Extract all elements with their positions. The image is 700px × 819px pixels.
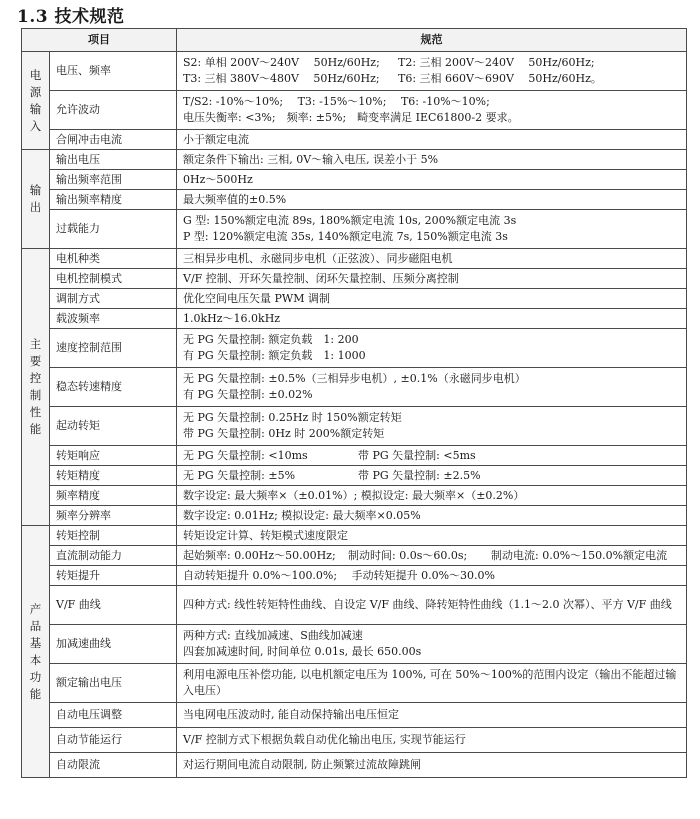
table-row	[22, 664, 687, 703]
table-row	[22, 446, 687, 466]
row-label: 起动转矩	[50, 407, 177, 446]
table-row	[22, 52, 687, 91]
row-spec: 无 PG 矢量控制: 额定负载 1: 200 有 PG 矢量控制: 额定负载 1: 1000	[177, 329, 687, 368]
row-spec: 无 PG 矢量控制: ±5% 带 PG 矢量控制: ±2.5%	[177, 466, 687, 486]
row-spec: 起始频率: 0.00Hz～50.00Hz; 制动时间: 0.0s～60.0s; 制动电流: 0.0%～150.0%额定电流	[177, 546, 687, 566]
table-row	[22, 625, 687, 664]
row-label: 输出电压	[50, 150, 177, 170]
row-spec: 转矩设定计算、转矩模式速度限定	[177, 526, 687, 546]
row-label: 转矩响应	[50, 446, 177, 466]
row-label: 输出频率精度	[50, 190, 177, 210]
table-row	[22, 506, 687, 526]
table-row	[22, 91, 687, 130]
row-spec: 额定条件下输出: 三相, 0V～输入电压, 误差小于 5%	[177, 150, 687, 170]
row-spec: 无 PG 矢量控制: <10ms 带 PG 矢量控制: <5ms	[177, 446, 687, 466]
row-spec: S2: 单相 200V～240V 50Hz/60Hz; T2: 三相 200V～240V 50Hz/60Hz; T3: 三相 380V～480V 50Hz/60Hz; T6: 三相 660V～690V 50Hz/60Hz。	[177, 52, 687, 91]
row-spec: G 型: 150%额定电流 89s, 180%额定电流 10s, 200%额定电流 3s P 型: 120%额定电流 35s, 140%额定电流 7s, 150%额定电流 3s	[177, 210, 687, 249]
row-label: 频率精度	[50, 486, 177, 506]
row-label: 速度控制范围	[50, 329, 177, 368]
row-spec: 优化空间电压矢量 PWM 调制	[177, 289, 687, 309]
table-row	[22, 329, 687, 368]
row-spec: 利用电源电压补偿功能, 以电机额定电压为 100%, 可在 50%～100%的范围内设定（输出不能超过输入电压）	[177, 664, 687, 703]
table-row	[22, 170, 687, 190]
table-row	[22, 586, 687, 625]
table-row	[22, 210, 687, 249]
spec-table	[21, 28, 687, 778]
row-spec: 数字设定: 0.01Hz; 模拟设定: 最大频率×0.05%	[177, 506, 687, 526]
category-control: 主要控制性能	[22, 249, 50, 526]
row-spec: 无 PG 矢量控制: 0.25Hz 时 150%额定转矩 带 PG 矢量控制: 0Hz 时 200%额定转矩	[177, 407, 687, 446]
table-row	[22, 486, 687, 506]
row-label: 加减速曲线	[50, 625, 177, 664]
category-power-input: 电源输入	[22, 52, 50, 150]
row-label: 电压、频率	[50, 52, 177, 91]
table-row	[22, 526, 687, 546]
row-label: 过载能力	[50, 210, 177, 249]
row-label: 稳态转速精度	[50, 368, 177, 407]
row-spec: 小于额定电流	[177, 130, 687, 150]
table-row	[22, 368, 687, 407]
row-label: 电机控制模式	[50, 269, 177, 289]
row-spec: 四种方式: 线性转矩特性曲线、自设定 V/F 曲线、降转矩特性曲线（1.1～2.0 次幂）、平方 V/F 曲线	[177, 586, 687, 625]
table-row	[22, 753, 687, 778]
row-label: 允许波动	[50, 91, 177, 130]
row-spec: 三相异步电机、永磁同步电机（正弦波）、同步磁阻电机	[177, 249, 687, 269]
section-heading: 1.3 技术规范	[17, 7, 125, 27]
row-label: 自动电压调整	[50, 703, 177, 728]
row-spec: 当电网电压波动时, 能自动保持输出电压恒定	[177, 703, 687, 728]
table-row	[22, 566, 687, 586]
table-row	[22, 309, 687, 329]
header-item: 项目	[22, 29, 177, 52]
row-label: 合闸冲击电流	[50, 130, 177, 150]
table-row	[22, 407, 687, 446]
row-spec: 对运行期间电流自动限制, 防止频繁过流故障跳闸	[177, 753, 687, 778]
category-features: 产品基本功能	[22, 526, 50, 778]
row-label: 转矩提升	[50, 566, 177, 586]
table-row	[22, 150, 687, 170]
row-spec: V/F 控制、开环矢量控制、闭环矢量控制、压频分离控制	[177, 269, 687, 289]
row-label: 转矩控制	[50, 526, 177, 546]
row-label: 自动限流	[50, 753, 177, 778]
row-spec: 两种方式: 直线加减速、S曲线加减速 四套加减速时间, 时间单位 0.01s, 最长 650.00s	[177, 625, 687, 664]
row-label: 直流制动能力	[50, 546, 177, 566]
table-row	[22, 249, 687, 269]
row-label: 电机种类	[50, 249, 177, 269]
row-label: 转矩精度	[50, 466, 177, 486]
row-spec: T/S2: -10%～10%; T3: -15%～10%; T6: -10%～10%; 电压失衡率: <3%; 频率: ±5%; 畸变率满足 IEC61800-2 要求。	[177, 91, 687, 130]
row-spec: 无 PG 矢量控制: ±0.5%（三相异步电机）, ±0.1%（永磁同步电机） 有 PG 矢量控制: ±0.02%	[177, 368, 687, 407]
category-output: 输出	[22, 150, 50, 249]
table-row	[22, 130, 687, 150]
table-row	[22, 269, 687, 289]
row-spec: 0Hz～500Hz	[177, 170, 687, 190]
table-row	[22, 190, 687, 210]
row-label: 频率分辨率	[50, 506, 177, 526]
table-row	[22, 289, 687, 309]
row-label: V/F 曲线	[50, 586, 177, 625]
row-label: 调制方式	[50, 289, 177, 309]
table-row	[22, 466, 687, 486]
row-spec: 自动转矩提升 0.0%～100.0%; 手动转矩提升 0.0%～30.0%	[177, 566, 687, 586]
table-row	[22, 703, 687, 728]
row-label: 额定输出电压	[50, 664, 177, 703]
row-spec: 数字设定: 最大频率×（±0.01%）; 模拟设定: 最大频率×（±0.2%）	[177, 486, 687, 506]
table-header-row	[22, 29, 687, 52]
row-label: 载波频率	[50, 309, 177, 329]
row-spec: 最大频率值的±0.5%	[177, 190, 687, 210]
table-row	[22, 546, 687, 566]
row-label: 输出频率范围	[50, 170, 177, 190]
table-row	[22, 728, 687, 753]
header-spec: 规范	[177, 29, 687, 52]
row-spec: V/F 控制方式下根据负载自动优化输出电压, 实现节能运行	[177, 728, 687, 753]
row-spec: 1.0kHz～16.0kHz	[177, 309, 687, 329]
row-label: 自动节能运行	[50, 728, 177, 753]
